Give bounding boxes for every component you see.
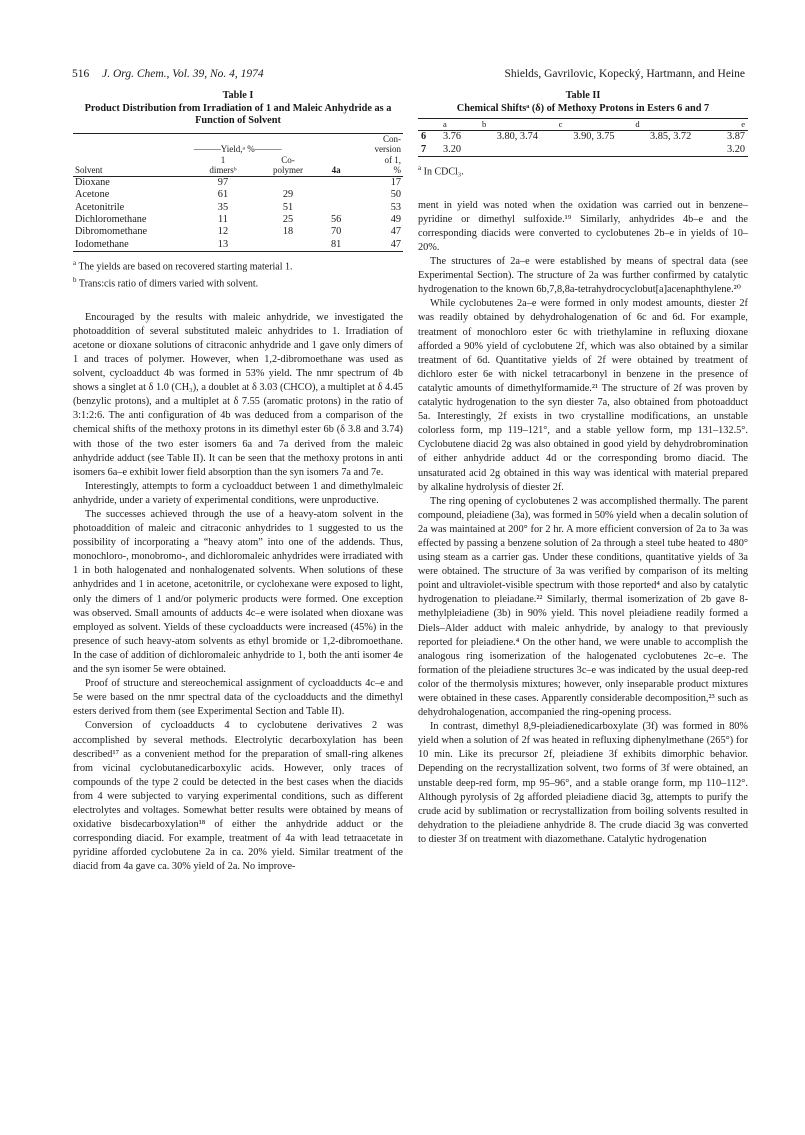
table1-col1-header-2: dimersᵇ [209, 165, 237, 176]
solvent-cell: Dibromomethane [75, 226, 148, 238]
table-row [73, 226, 403, 238]
solvent-cell: Iodomethane [75, 238, 129, 250]
solvent-cell: Acetonitrile [75, 201, 125, 213]
table1-title: Table I [222, 90, 254, 101]
copolymer-cell: 18 [282, 226, 294, 238]
copolymer-cell: 29 [282, 189, 294, 201]
dimers-cell: 61 [217, 189, 229, 201]
page-number: 516 [72, 68, 90, 80]
conversion-cell: 47 [390, 226, 401, 238]
conversion-cell: 53 [390, 201, 401, 213]
table1-col3-header: 4a [331, 165, 341, 176]
body-paragraph: Interestingly, attempts to form a cycloadduct between 1 and dimethylmaleic anhydride, under a variety of experimental conditions, were unproductive. [73, 480, 403, 506]
table2-footnote: In CDCl₃. [423, 166, 464, 178]
shift-cell [556, 144, 633, 157]
body-paragraph: The successes achieved through the use of a heavy-atom solvent in the photoaddition of maleic and citraconic anhydrides to 1 suggested to us the possibility of incorporating a “heavy atom” into one of the addends. Thus, monochloro-, monobromo-, and dichloromaleic anhydrides were irradiated with 1 in both halogenated and nonhalogenated solvents. When solutions of these anhydrides and 1 in acetone, acetonitrile, or cyclohexane were exposed to light, only the dimers of 1 and/or polymeric products were formed. One exception was observed. Small amounts of adducts 4c–e were isolated when dioxane was employed as solvent. Yields of these cycloadducts were increased (45%) in the presence of such heavy-atom solvents as ethyl bromide or 1,2-dibromoethane. In the case of addition of dichloromaleic anhydride to 1, both the anti isomer 4e and the syn isomer 5e were obtained. [73, 509, 403, 676]
solvent-cell: Acetone [75, 189, 110, 201]
adduct-cell: 81 [330, 238, 342, 250]
table2-footnotes: $^a$ In CDCl₃. [418, 164, 464, 178]
running-header [72, 68, 745, 84]
solvent-cell: Dioxane [75, 176, 110, 188]
table1-col2-header-1: Co- [281, 154, 295, 165]
table1-conv-header-3: of 1, [384, 154, 401, 165]
copolymer-cell: 51 [282, 201, 294, 213]
body-paragraph: The structures of 2a–e were established by means of spectral data (see Experimental Section). The structure of 2a was further confirmed by catalytic hydrogenation to the known 6b,7,8,8a-tetrahydrocyclobut[a]acenaphthylene.²⁰ [418, 256, 748, 296]
body-paragraph: In contrast, dimethyl 8,9-pleiadienedicarboxylate (3f) was formed in 80% yield when a solution of 2f was heated in refluxing diphenylmethane (265°) for 10 min. Like its precursor 2f, pleiadiene 3f exhibits dimorphic behavior. Depending on the recrystallization solvent, two forms of 3f were obtained, an unstable deep-red form, mp 95–96°, and a stable orange form, mp 110–112°. Although pyrolysis of 2g afforded pleiadiene diacid 3g, attempts to purify the crude acid by sublimation or recrystallization from boiling solvents resulted in dehydration to the pleiadiene anhydride 8. The crude diacid 3g was converted to diester 3f on treatment with diazomethane. Catalytic hydrogenation [418, 721, 748, 845]
adduct-cell [322, 202, 351, 214]
body-paragraph: Encouraged by the results with maleic anhydride, we investigated the photoaddition of several substituted maleic anhydrides to 1. Irradiation of acetone or dioxane solutions of citraconic anhydride and 1 gave only dimers of 1 and traces of polymer. However, when 1,2-dibromoethane was used as solvent, cycloadduct 4b was formed in 53% yield. The nmr spectrum of 4b shows a singlet at δ 1.0 (CH₃), a doublet at δ 3.03 (CHCO), a multiplet at δ 4.45 (benzylic protons), and a multiplet at δ 7.55 (aromatic protons) in the ratio of 3:1:2:6. The anti configuration of 4b was deduced from a comparison of the chemical shifts of the methoxy protons in its dimethyl ester 6b (δ 3.8 and 3.74) with those of the two ester isomers 6a and 7a derived from the maleic anhydride adduct (see Table II). It can be seen that the methoxy protons in anti isomers 6a–e exhibit lower field absorption than the syn isomers 7a and 7e. [73, 311, 403, 478]
table1-col1-header-1: 1 [220, 154, 226, 165]
shift-cell: 3.20 [443, 143, 462, 155]
table-row [418, 131, 748, 143]
row-label: 6 [421, 131, 427, 143]
shift-cell: 3.20 [726, 143, 745, 155]
table-row [73, 177, 403, 189]
table1-footnote-b: Trans:cis ratio of dimers varied with solvent. [78, 278, 259, 290]
solvent-cell: Dichloromethane [75, 214, 147, 225]
table-row [73, 239, 403, 252]
conversion-cell: 49 [390, 214, 401, 225]
conversion-cell: 17 [390, 176, 401, 188]
table1-footnote-a: The yields are based on recovered starting material 1. [78, 261, 293, 273]
shift-cell: 3.76 [443, 131, 462, 143]
row-label: 7 [421, 143, 427, 155]
body-paragraph: The ring opening of cyclobutenes 2 was accomplished thermally. The parent compound, pleiadiene (3a), was formed in 50% yield when a decalin solution of 2a was maintained at 200° for 2 hr. A more efficient conversion of 2a to 3a was effected by passing a benzene solution of 2a through a steel tube heated to 480° using steam as a carrier gas. Under these conditions, quantitative yields of 3a were obtained. The structure of 3a was verified by comparison of its melting point and ultraviolet-visible spectrum with those reported⁴ and also by catalytic hydrogenation to pleiadane.²² Similarly, thermal isomerization of 2b gave 8-methylpleiadiene (3b) in 90% yield. This novel pleiadiene readily formed a Diels–Alder adduct with maleic anhydride, by analogy to that previously reported for pleiadiene.⁴ On the other hand, we were unable to accomplish the analogous ring isomerization of the halogenated cyclobutenes 2c–e. The formation of the pleiadiene structures 3c–e was indicated by the usual deep-red color of the thermolysis mixtures; however, only inseparable product mixtures were obtained in these cases. Apparently considerable decomposition,²³ such as dehydrohalogenation, accompanied the ring-opening process. [418, 495, 748, 719]
table2-title: Table II [565, 90, 601, 101]
left-column [73, 90, 403, 874]
table1-caption: Product Distribution from Irradiation of 1 and Maleic Anhydride as a Function of Solvent [84, 102, 392, 127]
table2 [418, 118, 748, 157]
table1-conv-header-4: % [393, 165, 401, 176]
body-paragraph: Proof of structure and stereochemical assignment of cycloadducts 4c–e and 5e were based on the nmr spectral data of the cycloadducts and the dimethyl esters derived from them (see Experimental Section and Table II). [73, 678, 403, 718]
shift-cell: 3.85, 3.72 [650, 131, 692, 143]
table2-col-e: e [741, 119, 745, 130]
right-column [418, 90, 748, 847]
body-paragraph: While cyclobutenes 2a–e were formed in only modest amounts, diester 2f was readily obtained by dehydrohalogenation of 6c and 6d. For example, treatment of monochloro ester 6c with triethylamine in refluxing dioxane afforded a 90% yield of cyclobutene 2f, which was also obtained by a similar treatment of 6d. Quantitative yields of 2f were obtained by treatment of dichloro ester 6e with nickel tetracarbonyl in benzene in the presence of catalytic amounts of dimethylformamide.²¹ The structure of 2f was proven by catalytic hydrogenation to the syn diester 7a, also obtained from photoadduct 5a. Interestingly, 2f exists in two crystalline modifications, an unstable colorless form, mp 119–121°, and a stable yellow form, mp 131–132.5°. Cyclobutene diacid 2g was also obtained in good yield by dehydrobromination of either anhydride adduct 4d or the corresponding bromo diacid. The unsaturated acid 2g obtained in this way was identical with material prepared by alkaline hydrolysis of diester 2f. [418, 298, 748, 493]
table1-footnotes: $^a$ The yields are based on recovered starting material 1. $^b$ Trans:cis ratio of dimers varied with solvent. [73, 259, 293, 290]
shift-cell: 3.80, 3.74 [496, 131, 538, 143]
dimers-cell: 97 [217, 176, 229, 188]
table2-caption: Chemical Shiftsᵃ (δ) of Methoxy Protons in Esters 6 and 7 [456, 102, 710, 114]
dimers-cell: 35 [217, 201, 229, 213]
conversion-cell: 50 [390, 189, 401, 201]
adduct-cell: 70 [330, 226, 342, 238]
table1-conv-header-1: Con- [383, 133, 401, 144]
journal-citation: J. Org. Chem., Vol. 39, No. 4, 1974 [102, 68, 264, 80]
shift-cell [632, 144, 709, 157]
header-left [72, 68, 264, 80]
table2-col-c: c [558, 119, 563, 130]
table-row [73, 202, 403, 214]
table1 [73, 133, 403, 252]
table2-col-d: d [635, 119, 640, 130]
body-paragraph: ment in yield was noted when the oxidation was carried out in benzene–pyridine or dimethyl sulfoxide.¹⁹ Similarly, anhydrides 4b–e and the corresponding diacids were converted to cyclobutenes 2b–e in yields of 10–20%. [418, 199, 748, 254]
table-row [73, 189, 403, 201]
table1-col2-header-2: polymer [272, 165, 303, 176]
dimers-cell: 11 [217, 214, 228, 225]
body-paragraph: Conversion of cycloadducts 4 to cyclobutene derivatives 2 was accomplished by several methods. Electrolytic decarboxylation has been described¹⁷ as a convenient method for the preparation of small-ring alkenes from vicinal cyclobutanedicarboxylic acids. However, only traces of compounds of the type 2 could be detected in the best cases when the diacids from 4 were subjected to varying experimental conditions, such as different electrolytes and voltages. Somewhat better results were obtained by means of oxidative bisdecarboxylation¹⁸ of either the anhydride adduct or the corresponding diacid. For example, treatment of 4a with lead tetraacetate in pyridine afforded cyclobutene 2a in ca. 20% yield. Similar treatment of the diacid from 4a gave ca. 30% yield of 2a. No improve- [73, 720, 403, 873]
copolymer-cell: 25 [282, 214, 294, 225]
adduct-cell: 56 [330, 214, 342, 225]
copolymer-cell [254, 177, 322, 189]
copolymer-cell [254, 239, 322, 252]
table1-conv-header-2: version [374, 144, 401, 155]
dimers-cell: 13 [217, 238, 229, 250]
author-list: Shields, Gavrilovic, Kopecký, Hartmann, and Heine [504, 68, 745, 80]
table2-col-a: a [443, 119, 447, 130]
conversion-cell: 47 [390, 238, 401, 250]
shift-cell [479, 144, 556, 157]
adduct-cell [322, 177, 351, 189]
table-row [418, 144, 748, 157]
table2-col-b: b [482, 119, 487, 130]
shift-cell: 3.90, 3.75 [573, 131, 615, 143]
adduct-cell [322, 189, 351, 201]
table1-yield-header: ———Yield,ᵃ %——— [193, 144, 282, 155]
dimers-cell: 12 [217, 226, 229, 238]
table-row [73, 214, 403, 226]
shift-cell: 3.87 [726, 131, 745, 143]
table1-solvent-header: Solvent [75, 165, 103, 176]
